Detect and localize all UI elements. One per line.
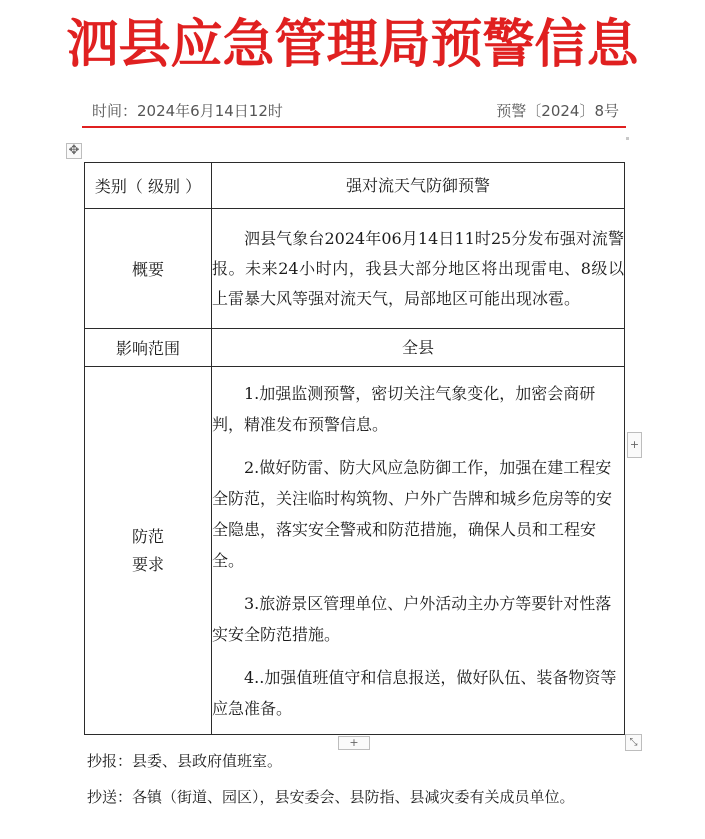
- cc-report: 抄报：县委、县政府值班室。: [87, 752, 283, 770]
- requirements-label-line2: 要求: [131, 554, 164, 574]
- add-row-button[interactable]: [338, 736, 370, 750]
- table-row: [85, 329, 625, 367]
- requirement-item-1: 1.加强监测预警，密切关注气象变化，加密会商研判，精准发布预警信息。: [212, 383, 596, 434]
- category-value: 强对流天气防御预警: [212, 163, 625, 209]
- table-row: [85, 209, 625, 329]
- cc-send: 抄送：各镇（街道、园区），县安委会、县防指、县减灾委有关成员单位。: [87, 788, 575, 806]
- plus-icon: +: [629, 438, 640, 451]
- requirement-item-3: 3.旅游景区管理单位、户外活动主办方等要针对性落实安全防范措施。: [212, 593, 612, 644]
- issue-time: 时间：2024年6月14日12时: [92, 102, 283, 120]
- table-row: [85, 367, 625, 735]
- requirement-item-4: 4..加强值班值守和信息报送，做好队伍、装备物资等应急准备。: [212, 667, 617, 718]
- overview-text: 泗县气象台2024年06月14日11时25分发布强对流警报。未来24小时内，我县大部分地区将出现雷电、8级以上雷暴大风等强对流天气，局部地区可能出现冰雹。: [212, 228, 624, 308]
- warning-table: [84, 162, 625, 735]
- requirement-item-2: 2.做好防雷、防大风应急防御工作，加强在建工程安全防范，关注临时构筑物、户外广告牌和城乡危房等的安全隐患，落实安全警戒和防范措施，确保人员和工程安全。: [212, 457, 613, 570]
- plus-icon: +: [349, 736, 359, 749]
- requirements-label-line1: 防范: [131, 526, 164, 546]
- scope-label: 影响范围: [85, 329, 212, 367]
- move-arrows-icon[interactable]: ✥: [66, 143, 82, 159]
- header-red-rule: [82, 126, 626, 128]
- doc-number: 预警〔2024〕8号: [496, 102, 619, 120]
- requirements-cell: [212, 367, 625, 735]
- resize-diagonal-icon[interactable]: ⤡: [625, 734, 642, 751]
- requirements-label: [85, 367, 212, 735]
- add-column-button[interactable]: [627, 432, 642, 458]
- document-title: 泗县应急管理局预警信息: [66, 15, 639, 75]
- table-row: [85, 163, 625, 209]
- scope-value: 全县: [212, 329, 625, 367]
- overview-label: 概要: [85, 209, 212, 329]
- category-label: 类别（ 级别 ）: [85, 163, 212, 209]
- overview-cell: [212, 209, 625, 329]
- paragraph-marker: [626, 137, 629, 140]
